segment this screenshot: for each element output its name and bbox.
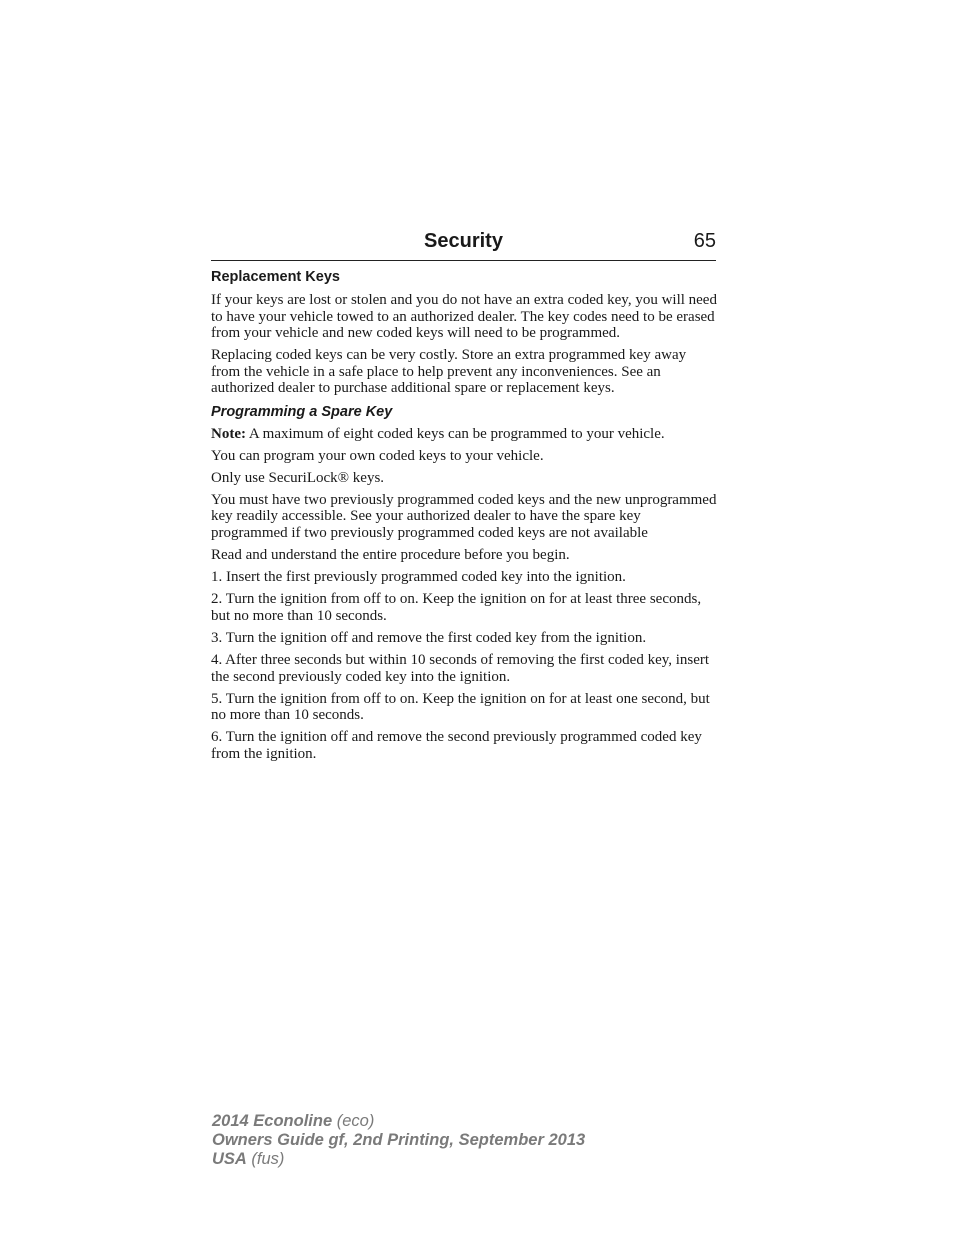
- footer-region-line: USA (fus): [212, 1150, 285, 1168]
- step-3: 3. Turn the ignition off and remove the first coded key from the ignition.: [211, 630, 647, 646]
- note-label: Note:: [211, 425, 246, 442]
- page-footer: [212, 1112, 585, 1169]
- replacement-keys-heading: Replacement Keys: [211, 269, 340, 285]
- page-number: 65: [693, 230, 716, 252]
- note-text: A maximum of eight coded keys can be programmed to your vehicle.: [245, 425, 665, 442]
- programming-spare-key-heading: Programming a Spare Key: [211, 403, 393, 420]
- paragraph: Read and understand the entire procedure before you begin.: [211, 547, 570, 564]
- step-2: 2. Turn the ignition from off to on. Keep the ignition on for at least three seconds, but no more than 10 seconds.: [211, 591, 702, 624]
- step-6: 6. Turn the ignition off and remove the second previously programmed coded key from the ignition.: [211, 729, 702, 763]
- paragraph: You must have two previously programmed coded keys and the new unprogrammed key readily accessible. See your authorized dealer to have the spare key programmed if two previously programmed coded keys are not available: [211, 491, 717, 542]
- paragraph: Only use SecuriLock® keys.: [211, 469, 385, 486]
- page-content: [211, 268, 717, 768]
- paragraph: Replacing coded keys can be very costly. Store an extra programmed key away from the vehicle in a safe place to help prevent any inconveniences. See an authorized dealer to purchase additional spare or replacement keys.: [211, 347, 687, 397]
- section-title: Security: [424, 230, 503, 252]
- page-header: [211, 228, 716, 261]
- paragraph: You can program your own coded keys to your vehicle.: [211, 447, 544, 464]
- footer-model-line: 2014 Econoline (eco): [212, 1112, 375, 1130]
- footer-guide-line: Owners Guide gf, 2nd Printing, September 2013: [212, 1131, 586, 1149]
- step-1: 1. Insert the first previously programmed coded key into the ignition.: [211, 569, 626, 586]
- paragraph: If your keys are lost or stolen and you do not have an extra coded key, you will need to have your vehicle towed to an authorized dealer. The key codes need to be erased from your vehicle and new coded keys will need to be programmed.: [211, 292, 717, 342]
- step-5: 5. Turn the ignition from off to on. Keep the ignition on for at least one second, but no more than 10 seconds.: [211, 690, 710, 724]
- note-paragraph: [211, 426, 717, 443]
- step-4: 4. After three seconds but within 10 seconds of removing the first coded key, insert the second previously coded key into the ignition.: [211, 652, 710, 685]
